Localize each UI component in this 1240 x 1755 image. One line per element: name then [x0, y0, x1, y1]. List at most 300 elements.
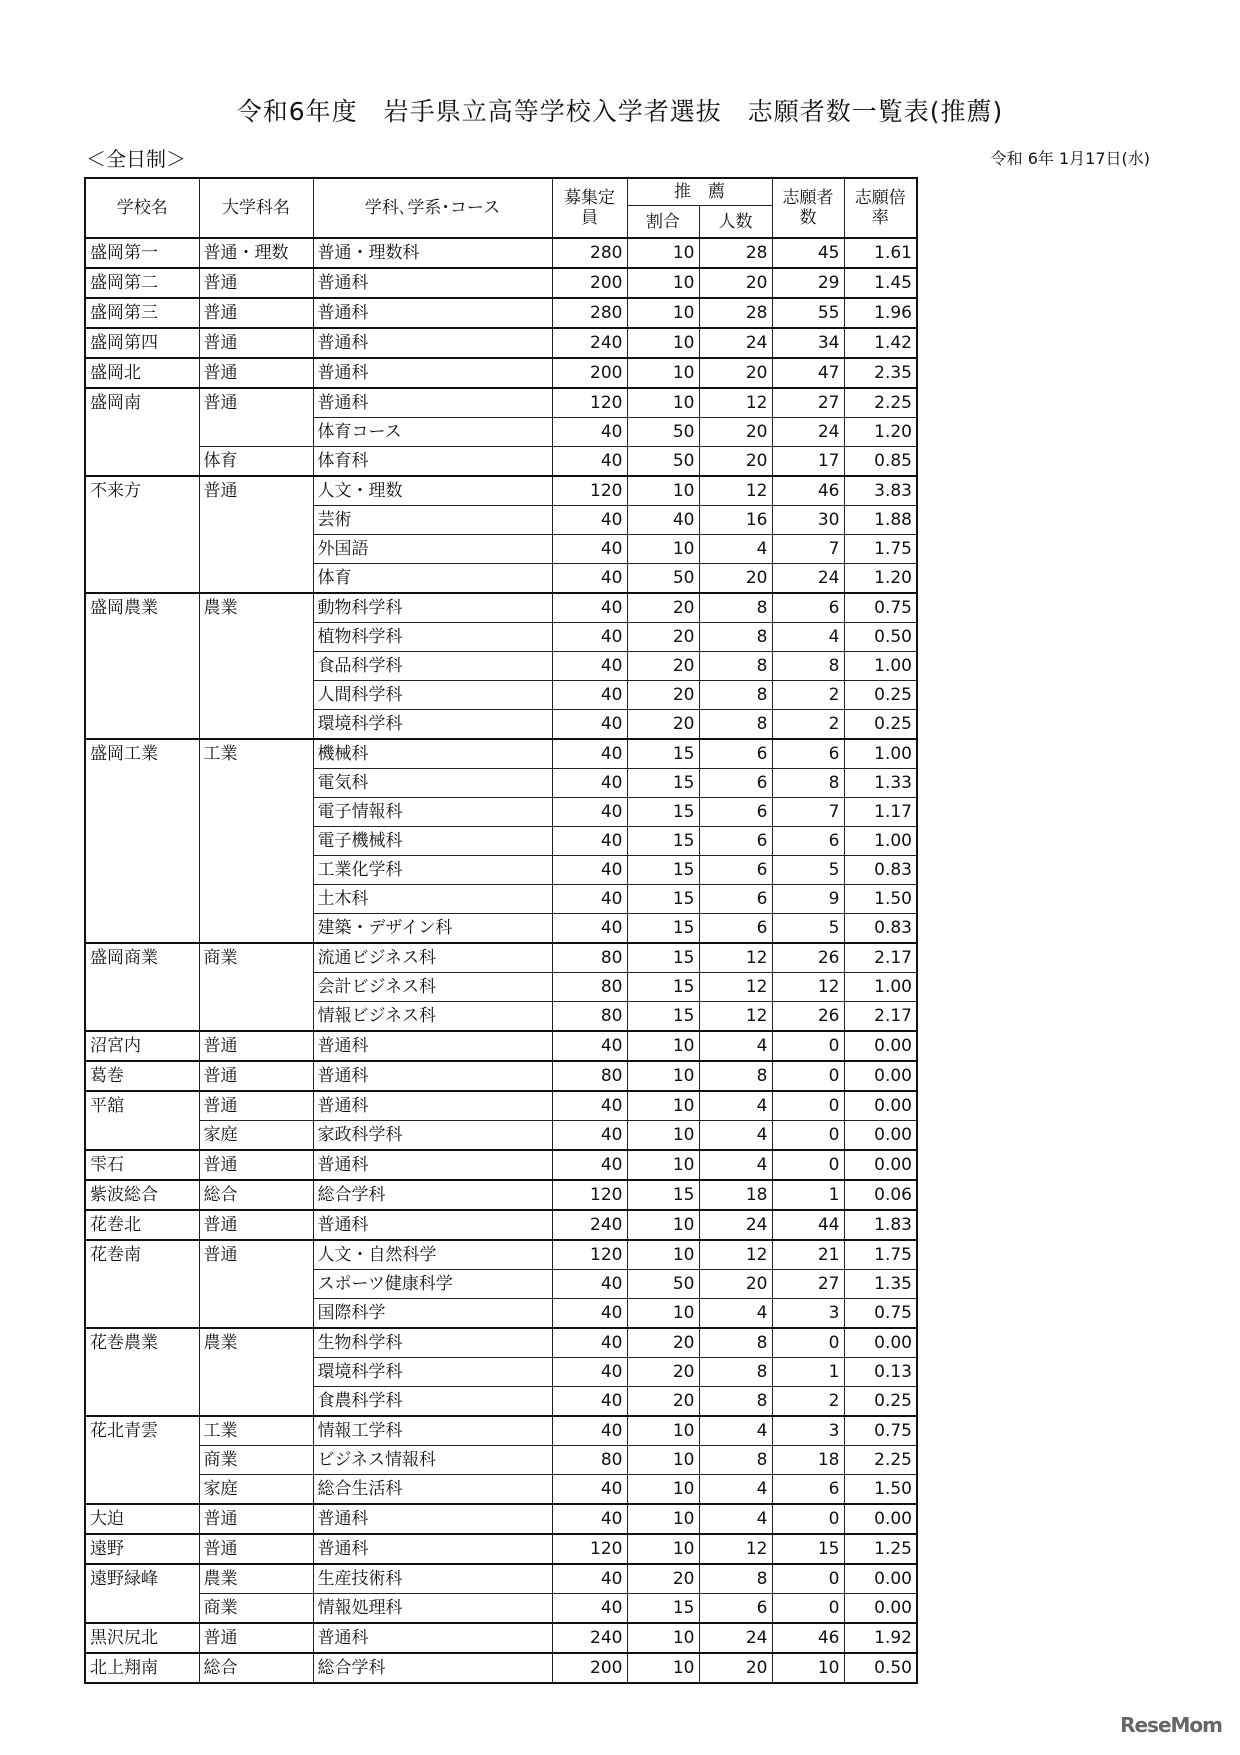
dept-cell: 人文・理数	[313, 476, 552, 506]
dept-cell: 普通科	[313, 1061, 552, 1091]
rate-cell: 1.00	[844, 652, 917, 681]
page-title: 令和6年度 岩手県立高等学校入学者選抜 志願者数一覧表(推薦)	[236, 97, 1004, 126]
rate-cell: 0.75	[844, 1299, 917, 1329]
ratio-cell: 10	[627, 1240, 699, 1270]
rate-cell: 0.25	[844, 1387, 917, 1417]
table-row	[85, 268, 917, 298]
dept-cell: 普通科	[313, 388, 552, 418]
ratio-cell: 10	[627, 1031, 699, 1061]
school-name-cell: 遠野緑峰	[85, 1564, 199, 1623]
count-cell: 20	[699, 564, 772, 594]
capacity-cell: 200	[552, 1653, 627, 1683]
ratio-cell: 10	[627, 358, 699, 388]
applicants-cell: 24	[772, 564, 844, 594]
rate-cell: 0.00	[844, 1504, 917, 1534]
school-name-cell: 盛岡工業	[85, 739, 199, 943]
count-cell: 8	[699, 1328, 772, 1358]
ratio-cell: 10	[627, 238, 699, 268]
capacity-cell: 40	[552, 681, 627, 710]
capacity-cell: 40	[552, 535, 627, 564]
capacity-cell: 40	[552, 564, 627, 594]
capacity-cell: 240	[552, 1623, 627, 1653]
applicants-cell: 29	[772, 268, 844, 298]
rate-cell: 1.00	[844, 973, 917, 1002]
school-name-cell: 盛岡北	[85, 358, 199, 388]
header-dept: 学科､学系･コース	[313, 178, 552, 238]
capacity-cell: 120	[552, 1534, 627, 1564]
applicants-cell: 6	[772, 827, 844, 856]
dept-cell: 国際科学	[313, 1299, 552, 1329]
rate-cell: 1.75	[844, 535, 917, 564]
count-cell: 4	[699, 1299, 772, 1329]
rate-cell: 1.88	[844, 506, 917, 535]
rate-cell: 1.92	[844, 1623, 917, 1653]
dept-cell: 体育	[313, 564, 552, 594]
ratio-cell: 10	[627, 1061, 699, 1091]
ratio-cell: 20	[627, 1387, 699, 1417]
ratio-cell: 10	[627, 1121, 699, 1151]
capacity-cell: 120	[552, 1180, 627, 1210]
dept-cell: 電気科	[313, 769, 552, 798]
major-name-cell: 普通	[199, 358, 313, 388]
applicants-cell: 27	[772, 388, 844, 418]
capacity-cell: 40	[552, 1299, 627, 1329]
major-name-cell: 農業	[199, 1328, 313, 1416]
table-row	[85, 593, 917, 623]
table-row	[85, 1091, 917, 1121]
capacity-cell: 40	[552, 1091, 627, 1121]
applicants-cell: 0	[772, 1150, 844, 1180]
dept-cell: 体育科	[313, 447, 552, 477]
dept-cell: 人文・自然科学	[313, 1240, 552, 1270]
capacity-cell: 40	[552, 856, 627, 885]
applicants-cell: 8	[772, 652, 844, 681]
dept-cell: 建築・デザイン科	[313, 914, 552, 944]
rate-cell: 2.25	[844, 1446, 917, 1475]
table-row	[85, 1240, 917, 1270]
ratio-cell: 10	[627, 1534, 699, 1564]
rate-cell: 1.25	[844, 1534, 917, 1564]
applicants-cell: 8	[772, 769, 844, 798]
rate-cell: 1.00	[844, 827, 917, 856]
dept-cell: 体育コース	[313, 418, 552, 447]
dept-cell: 普通科	[313, 1623, 552, 1653]
table-row	[85, 1328, 917, 1358]
table-row	[85, 1594, 917, 1624]
major-name-cell: 普通	[199, 1623, 313, 1653]
count-cell: 20	[699, 268, 772, 298]
applicants-cell: 5	[772, 914, 844, 944]
rate-cell: 2.35	[844, 358, 917, 388]
applicants-cell: 46	[772, 1623, 844, 1653]
rate-cell: 0.06	[844, 1180, 917, 1210]
school-name-cell: 大迫	[85, 1504, 199, 1534]
count-cell: 8	[699, 1358, 772, 1387]
rate-cell: 0.00	[844, 1328, 917, 1358]
ratio-cell: 15	[627, 885, 699, 914]
rate-cell: 0.00	[844, 1150, 917, 1180]
count-cell: 4	[699, 1091, 772, 1121]
applicants-cell: 44	[772, 1210, 844, 1240]
ratio-cell: 10	[627, 1210, 699, 1240]
rate-cell: 1.17	[844, 798, 917, 827]
rate-cell: 3.83	[844, 476, 917, 506]
rate-cell: 1.20	[844, 418, 917, 447]
rate-cell: 2.17	[844, 1002, 917, 1032]
header-ratio: 割合	[627, 206, 699, 238]
capacity-cell: 40	[552, 1328, 627, 1358]
applicants-cell: 18	[772, 1446, 844, 1475]
dept-cell: 普通科	[313, 358, 552, 388]
count-cell: 12	[699, 476, 772, 506]
dept-cell: 情報処理科	[313, 1594, 552, 1624]
dept-cell: 電子情報科	[313, 798, 552, 827]
count-cell: 4	[699, 1475, 772, 1505]
school-name-cell: 黒沢尻北	[85, 1623, 199, 1653]
table-row	[85, 1564, 917, 1594]
dept-cell: 普通科	[313, 1091, 552, 1121]
school-name-cell: 花巻農業	[85, 1328, 199, 1416]
applicants-cell: 7	[772, 798, 844, 827]
ratio-cell: 15	[627, 739, 699, 769]
major-name-cell: 普通・理数	[199, 238, 313, 268]
table-row	[85, 298, 917, 328]
capacity-cell: 40	[552, 885, 627, 914]
ratio-cell: 20	[627, 1564, 699, 1594]
dept-cell: 外国語	[313, 535, 552, 564]
school-name-cell: 紫波総合	[85, 1180, 199, 1210]
table-row	[85, 1061, 917, 1091]
applicants-cell: 5	[772, 856, 844, 885]
ratio-cell: 10	[627, 298, 699, 328]
count-cell: 28	[699, 298, 772, 328]
header-recommend: 推 薦	[627, 178, 772, 206]
dept-cell: 電子機械科	[313, 827, 552, 856]
ratio-cell: 10	[627, 1623, 699, 1653]
major-name-cell: 工業	[199, 1416, 313, 1446]
applicants-cell: 1	[772, 1180, 844, 1210]
dept-cell: 生物科学科	[313, 1328, 552, 1358]
major-name-cell: 普通	[199, 1504, 313, 1534]
major-name-cell: 商業	[199, 1446, 313, 1475]
major-name-cell: 普通	[199, 298, 313, 328]
major-name-cell: 農業	[199, 593, 313, 739]
count-cell: 4	[699, 1121, 772, 1151]
count-cell: 24	[699, 1210, 772, 1240]
school-name-cell: 盛岡商業	[85, 943, 199, 1031]
header-count: 人数	[699, 206, 772, 238]
capacity-cell: 120	[552, 388, 627, 418]
dept-cell: 工業化学科	[313, 856, 552, 885]
dept-cell: 植物科学科	[313, 623, 552, 652]
ratio-cell: 15	[627, 798, 699, 827]
capacity-cell: 40	[552, 739, 627, 769]
table-row	[85, 943, 917, 973]
count-cell: 4	[699, 1150, 772, 1180]
major-name-cell: 普通	[199, 1091, 313, 1121]
applicants-cell: 0	[772, 1061, 844, 1091]
rate-cell: 2.25	[844, 388, 917, 418]
rate-cell: 2.17	[844, 943, 917, 973]
count-cell: 8	[699, 1387, 772, 1417]
count-cell: 8	[699, 593, 772, 623]
table-row	[85, 1653, 917, 1683]
table-row	[85, 1210, 917, 1240]
count-cell: 4	[699, 535, 772, 564]
table-row	[85, 447, 917, 477]
count-cell: 12	[699, 973, 772, 1002]
applicants-table	[84, 177, 918, 1684]
capacity-cell: 40	[552, 623, 627, 652]
rate-cell: 0.00	[844, 1564, 917, 1594]
rate-cell: 0.75	[844, 1416, 917, 1446]
count-cell: 8	[699, 1061, 772, 1091]
ratio-cell: 15	[627, 1180, 699, 1210]
capacity-cell: 120	[552, 1240, 627, 1270]
capacity-cell: 200	[552, 268, 627, 298]
capacity-cell: 40	[552, 1270, 627, 1299]
applicants-cell: 15	[772, 1534, 844, 1564]
count-cell: 24	[699, 328, 772, 358]
school-name-cell: 盛岡農業	[85, 593, 199, 739]
rate-cell: 1.83	[844, 1210, 917, 1240]
table-row	[85, 1031, 917, 1061]
school-name-cell: 平舘	[85, 1091, 199, 1150]
ratio-cell: 15	[627, 856, 699, 885]
capacity-cell: 80	[552, 973, 627, 1002]
dept-cell: 総合生活科	[313, 1475, 552, 1505]
school-name-cell: 北上翔南	[85, 1653, 199, 1683]
applicants-cell: 0	[772, 1504, 844, 1534]
dept-cell: スポーツ健康科学	[313, 1270, 552, 1299]
major-name-cell: 普通	[199, 1031, 313, 1061]
capacity-cell: 40	[552, 1358, 627, 1387]
applicants-cell: 1	[772, 1358, 844, 1387]
dept-cell: 環境科学科	[313, 710, 552, 740]
major-name-cell: 普通	[199, 476, 313, 593]
capacity-cell: 280	[552, 298, 627, 328]
table-row	[85, 1534, 917, 1564]
major-name-cell: 普通	[199, 1240, 313, 1328]
dept-cell: 食品科学科	[313, 652, 552, 681]
major-name-cell: 総合	[199, 1180, 313, 1210]
capacity-cell: 80	[552, 1002, 627, 1032]
dept-cell: 流通ビジネス科	[313, 943, 552, 973]
school-name-cell: 盛岡第三	[85, 298, 199, 328]
major-name-cell: 普通	[199, 1150, 313, 1180]
count-cell: 12	[699, 943, 772, 973]
count-cell: 20	[699, 1270, 772, 1299]
ratio-cell: 10	[627, 535, 699, 564]
count-cell: 20	[699, 447, 772, 477]
dept-cell: 芸術	[313, 506, 552, 535]
rate-cell: 0.25	[844, 710, 917, 740]
rate-cell: 0.00	[844, 1061, 917, 1091]
applicants-cell: 7	[772, 535, 844, 564]
ratio-cell: 10	[627, 268, 699, 298]
table-row	[85, 739, 917, 769]
major-name-cell: 農業	[199, 1564, 313, 1594]
count-cell: 8	[699, 623, 772, 652]
dept-cell: 情報工学科	[313, 1416, 552, 1446]
rate-cell: 0.50	[844, 1653, 917, 1683]
dept-cell: 普通・理数科	[313, 238, 552, 268]
dept-cell: 動物科学科	[313, 593, 552, 623]
count-cell: 12	[699, 1002, 772, 1032]
rate-cell: 0.50	[844, 623, 917, 652]
capacity-cell: 40	[552, 1564, 627, 1594]
dept-cell: 土木科	[313, 885, 552, 914]
capacity-cell: 40	[552, 914, 627, 944]
applicants-cell: 3	[772, 1299, 844, 1329]
applicants-cell: 0	[772, 1594, 844, 1624]
ratio-cell: 20	[627, 1328, 699, 1358]
school-name-cell: 沼宮内	[85, 1031, 199, 1061]
dept-cell: 総合学科	[313, 1653, 552, 1683]
ratio-cell: 15	[627, 973, 699, 1002]
header-major: 大学科名	[199, 178, 313, 238]
table-row	[85, 328, 917, 358]
major-name-cell: 普通	[199, 388, 313, 447]
ratio-cell: 20	[627, 1358, 699, 1387]
school-name-cell: 花巻北	[85, 1210, 199, 1240]
major-name-cell: 商業	[199, 943, 313, 1031]
rate-cell: 1.96	[844, 298, 917, 328]
major-name-cell: 家庭	[199, 1121, 313, 1151]
applicants-cell: 2	[772, 681, 844, 710]
capacity-cell: 40	[552, 1504, 627, 1534]
applicants-cell: 4	[772, 623, 844, 652]
applicants-cell: 6	[772, 593, 844, 623]
count-cell: 6	[699, 827, 772, 856]
count-cell: 6	[699, 798, 772, 827]
rate-cell: 0.00	[844, 1594, 917, 1624]
count-cell: 16	[699, 506, 772, 535]
applicants-cell: 10	[772, 1653, 844, 1683]
count-cell: 8	[699, 1564, 772, 1594]
school-name-cell: 盛岡南	[85, 388, 199, 476]
ratio-cell: 10	[627, 1091, 699, 1121]
ratio-cell: 10	[627, 328, 699, 358]
dept-cell: 普通科	[313, 1031, 552, 1061]
ratio-cell: 15	[627, 914, 699, 944]
count-cell: 4	[699, 1504, 772, 1534]
section-label: ＜全日制＞	[86, 147, 186, 171]
rate-cell: 1.45	[844, 268, 917, 298]
applicants-cell: 47	[772, 358, 844, 388]
applicants-cell: 6	[772, 739, 844, 769]
dept-cell: 情報ビジネス科	[313, 1002, 552, 1032]
rate-cell: 1.20	[844, 564, 917, 594]
rate-cell: 1.61	[844, 238, 917, 268]
count-cell: 20	[699, 418, 772, 447]
table-row	[85, 1504, 917, 1534]
capacity-cell: 40	[552, 1416, 627, 1446]
count-cell: 12	[699, 1240, 772, 1270]
ratio-cell: 10	[627, 476, 699, 506]
count-cell: 6	[699, 1594, 772, 1624]
table-row	[85, 1475, 917, 1505]
capacity-cell: 40	[552, 798, 627, 827]
count-cell: 20	[699, 358, 772, 388]
ratio-cell: 50	[627, 418, 699, 447]
resemom-watermark-logo: ReseMom	[1120, 1713, 1222, 1737]
major-name-cell: 工業	[199, 739, 313, 943]
capacity-cell: 40	[552, 418, 627, 447]
dept-cell: 機械科	[313, 739, 552, 769]
applicants-cell: 0	[772, 1564, 844, 1594]
ratio-cell: 15	[627, 827, 699, 856]
major-name-cell: 家庭	[199, 1475, 313, 1505]
rate-cell: 0.83	[844, 856, 917, 885]
capacity-cell: 240	[552, 328, 627, 358]
major-name-cell: 総合	[199, 1653, 313, 1683]
major-name-cell: 普通	[199, 1534, 313, 1564]
dept-cell: 普通科	[313, 298, 552, 328]
ratio-cell: 15	[627, 769, 699, 798]
school-name-cell: 盛岡第二	[85, 268, 199, 298]
capacity-cell: 40	[552, 827, 627, 856]
major-name-cell: 普通	[199, 1061, 313, 1091]
header-school: 学校名	[85, 178, 199, 238]
count-cell: 18	[699, 1180, 772, 1210]
capacity-cell: 40	[552, 1121, 627, 1151]
ratio-cell: 15	[627, 1594, 699, 1624]
ratio-cell: 10	[627, 1653, 699, 1683]
capacity-cell: 120	[552, 476, 627, 506]
applicants-cell: 0	[772, 1121, 844, 1151]
dept-cell: 普通科	[313, 328, 552, 358]
ratio-cell: 40	[627, 506, 699, 535]
ratio-cell: 50	[627, 564, 699, 594]
rate-cell: 0.83	[844, 914, 917, 944]
count-cell: 6	[699, 769, 772, 798]
ratio-cell: 10	[627, 1475, 699, 1505]
rate-cell: 0.00	[844, 1121, 917, 1151]
applicants-cell: 9	[772, 885, 844, 914]
applicants-cell: 55	[772, 298, 844, 328]
count-cell: 8	[699, 681, 772, 710]
ratio-cell: 10	[627, 1504, 699, 1534]
count-cell: 20	[699, 1653, 772, 1683]
count-cell: 8	[699, 652, 772, 681]
applicants-cell: 0	[772, 1328, 844, 1358]
rate-cell: 0.00	[844, 1091, 917, 1121]
ratio-cell: 50	[627, 1270, 699, 1299]
rate-cell: 1.75	[844, 1240, 917, 1270]
count-cell: 24	[699, 1623, 772, 1653]
rate-cell: 0.85	[844, 447, 917, 477]
capacity-cell: 40	[552, 1594, 627, 1624]
dept-cell: 普通科	[313, 1150, 552, 1180]
capacity-cell: 40	[552, 506, 627, 535]
major-name-cell: 普通	[199, 328, 313, 358]
ratio-cell: 20	[627, 710, 699, 740]
applicants-cell: 27	[772, 1270, 844, 1299]
capacity-cell: 240	[552, 1210, 627, 1240]
capacity-cell: 40	[552, 1475, 627, 1505]
report-date: 令和 6年 1月17日(水)	[990, 149, 1150, 168]
applicants-cell: 46	[772, 476, 844, 506]
dept-cell: 普通科	[313, 268, 552, 298]
capacity-cell: 40	[552, 710, 627, 740]
rate-cell: 1.00	[844, 739, 917, 769]
table-row	[85, 1121, 917, 1151]
count-cell: 8	[699, 710, 772, 740]
school-name-cell: 不来方	[85, 476, 199, 593]
capacity-cell: 80	[552, 1446, 627, 1475]
count-cell: 6	[699, 739, 772, 769]
